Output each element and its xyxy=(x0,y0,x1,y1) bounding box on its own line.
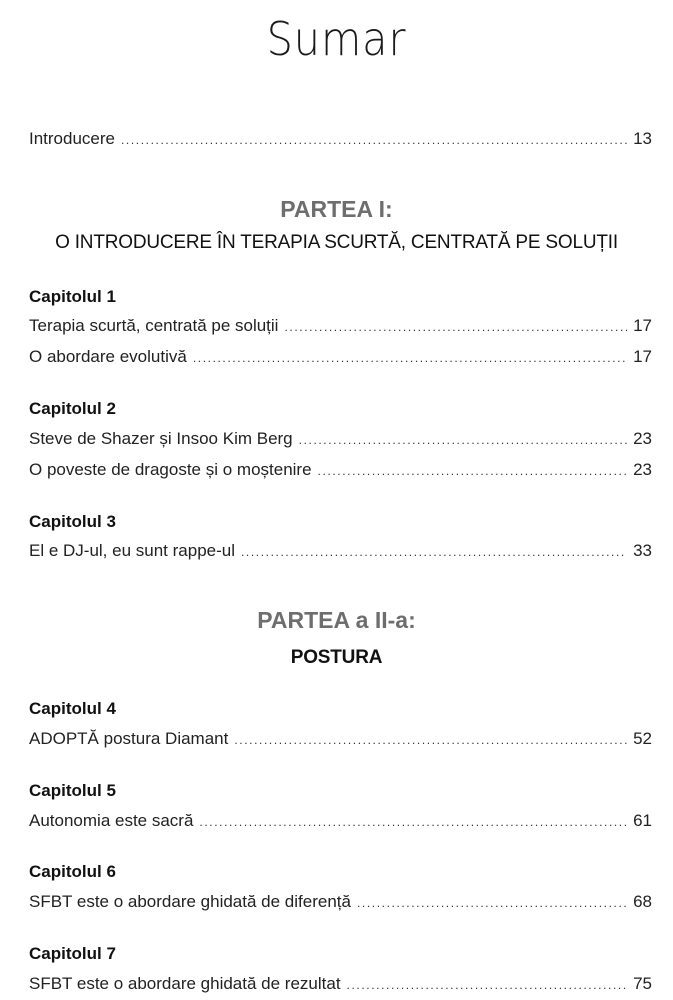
toc-entry-label: SFBT este o abordare ghidată de rezultat xyxy=(29,974,341,993)
chapter-2-heading: Capitolul 2 xyxy=(29,399,116,418)
dot-leader xyxy=(357,896,627,910)
toc-entry-page: 23 xyxy=(633,460,652,479)
chapter-5-heading: Capitolul 5 xyxy=(29,781,116,800)
dot-leader xyxy=(284,320,627,334)
chapter-1-heading: Capitolul 1 xyxy=(29,287,116,306)
toc-entry[interactable] xyxy=(29,316,652,340)
toc-entry[interactable] xyxy=(29,429,652,453)
part-2-label: PARTEA a II-a: xyxy=(257,607,416,633)
dot-leader xyxy=(241,545,627,559)
dot-leader xyxy=(234,733,627,747)
toc-entry-label: Introducere xyxy=(29,129,115,148)
toc-entry-page: 52 xyxy=(633,729,652,748)
toc-entry[interactable] xyxy=(29,811,652,835)
chapter-7-heading: Capitolul 7 xyxy=(29,944,116,963)
chapter-6-heading: Capitolul 6 xyxy=(29,862,116,881)
toc-entry[interactable] xyxy=(29,460,652,484)
part-2-title: POSTURA xyxy=(290,647,383,668)
toc-entry-page: 75 xyxy=(633,974,652,993)
toc-entry[interactable] xyxy=(29,541,652,565)
toc-entry[interactable] xyxy=(29,729,652,753)
toc-entry[interactable] xyxy=(29,347,652,371)
dot-leader xyxy=(199,815,627,829)
toc-entry-page: 23 xyxy=(633,429,652,448)
toc-entry-page: 13 xyxy=(633,129,652,148)
dot-leader xyxy=(193,351,627,365)
toc-entry-label: O abordare evolutivă xyxy=(29,347,187,366)
toc-entry-page: 17 xyxy=(633,347,652,366)
toc-entry-label: Steve de Shazer și Insoo Kim Berg xyxy=(29,429,293,448)
toc-entry-page: 17 xyxy=(633,316,652,335)
dot-leader xyxy=(347,978,628,992)
dot-leader xyxy=(299,433,627,447)
toc-entry[interactable] xyxy=(29,892,652,916)
toc-entry-label: El e DJ-ul, eu sunt rappe-ul xyxy=(29,541,235,560)
toc-entry-label: SFBT este o abordare ghidată de diferență xyxy=(29,892,351,911)
toc-entry-page: 68 xyxy=(633,892,652,911)
toc-entry-label: ADOPTĂ postura Diamant xyxy=(29,729,229,748)
toc-entry-label: Autonomia este sacră xyxy=(29,811,194,830)
toc-entry-page: 33 xyxy=(633,541,652,560)
part-1-title: O INTRODUCERE ÎN TERAPIA SCURTĂ, CENTRATĂ PE SOLUȚII xyxy=(55,232,618,253)
dot-leader xyxy=(121,133,627,147)
toc-entry[interactable] xyxy=(29,974,652,998)
dot-leader xyxy=(318,464,628,478)
toc-entry-introducere[interactable] xyxy=(29,129,652,153)
part-1-label: PARTEA I: xyxy=(280,196,393,222)
toc-entry-label: Terapia scurtă, centrată pe soluții xyxy=(29,316,279,335)
toc-entry-label: O poveste de dragoste și o moștenire xyxy=(29,460,312,479)
toc-entry-page: 61 xyxy=(633,811,652,830)
page-title: Sumar xyxy=(266,12,407,66)
chapter-3-heading: Capitolul 3 xyxy=(29,512,116,531)
chapter-4-heading: Capitolul 4 xyxy=(29,699,116,718)
